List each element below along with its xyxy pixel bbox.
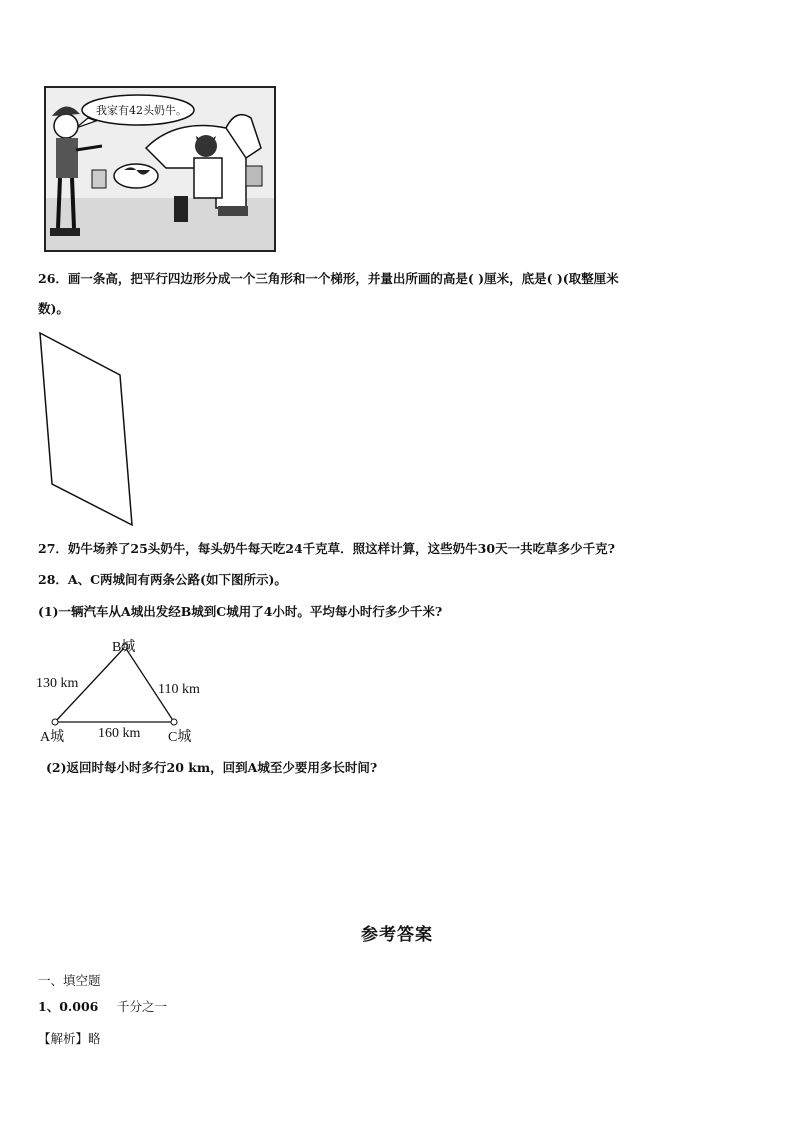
label-distance-ab: 130 km — [36, 676, 79, 691]
answers-title: 参考答案 — [361, 925, 433, 945]
label-distance-bc: 110 km — [158, 682, 200, 697]
question-28: 28．A、C两城间有两条公路(如下图所示)。 — [38, 572, 287, 587]
answer-1-text: 千分之一 — [117, 999, 168, 1014]
parallelogram-figure — [36, 330, 136, 530]
label-city-a: A城 — [40, 730, 65, 745]
answer-analysis: 【解析】略 — [38, 1031, 101, 1046]
cartoon-illustration — [44, 86, 276, 252]
answer-1-number: 1、0.006 — [38, 999, 99, 1014]
label-city-b: B城 — [112, 640, 136, 655]
label-distance-ac: 160 km — [98, 726, 141, 741]
question-28-part2: (2)返回时每小时多行20 km，回到A城至少要用多长时间? — [46, 760, 378, 775]
answers-section-heading: 一、填空题 — [38, 973, 101, 988]
speech-bubble-text: 我家有42头奶牛。 — [96, 104, 187, 117]
question-26-line2: 数)。 — [38, 301, 69, 316]
question-27: 27．奶牛场养了25头奶牛，每头奶牛每天吃24千克草．照这样计算，这些奶牛30天一共吃草多少千克? — [38, 541, 615, 556]
label-city-c: C城 — [168, 730, 192, 745]
question-26-line1: 26．画一条高，把平行四边形分成一个三角形和一个梯形，并量出所画的高是( )厘米，底是( )(取整厘米 — [38, 271, 619, 286]
question-28-part1: (1)一辆汽车从A城出发经B城到C城用了4小时。平均每小时行多少千米? — [38, 604, 443, 619]
